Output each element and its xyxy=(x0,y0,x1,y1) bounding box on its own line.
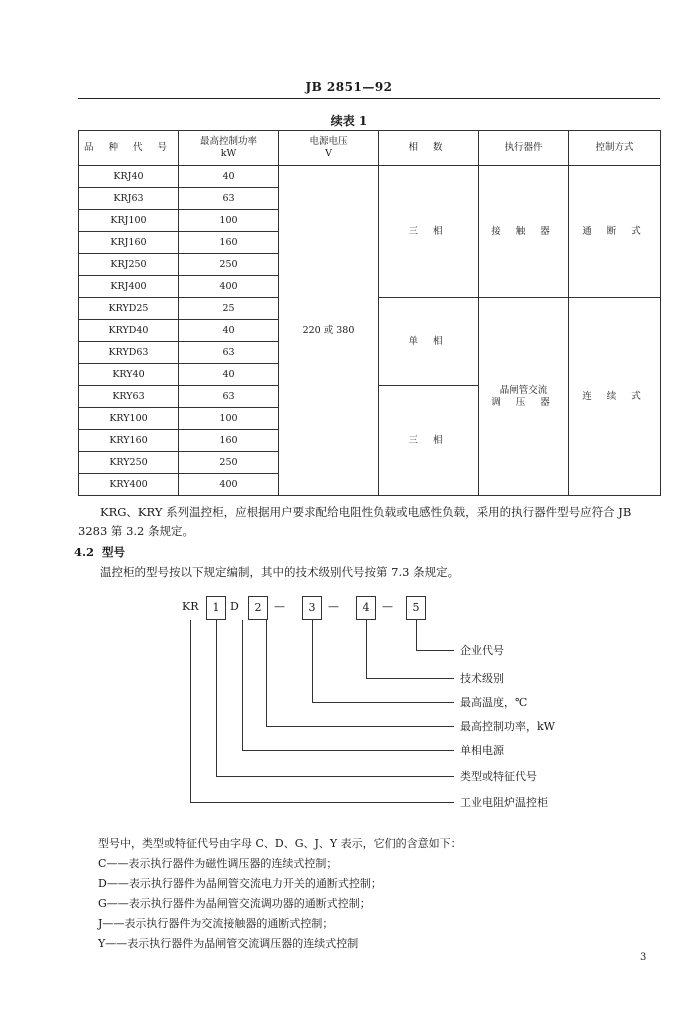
leader-h-2 xyxy=(266,726,454,727)
cell-model: KRY100 xyxy=(79,408,179,430)
leader-v-2 xyxy=(266,620,267,726)
note-paragraph: KRG、KRY 系列温控柜，应根据用户要求配给电阻性负载或电感性负载，采用的执行器件型号应符合 JB 3283 第 3.2 条规定。 xyxy=(78,505,632,538)
cell-model: KRJ63 xyxy=(79,188,179,210)
label-enterprise: 企业代号 xyxy=(460,644,504,657)
cell-power: 25 xyxy=(179,298,279,320)
leader-h-1 xyxy=(216,776,454,777)
cell-model: KRJ250 xyxy=(79,254,179,276)
section-title: 型号 xyxy=(102,545,126,559)
definitions-intro: 型号中，类型或特征代号由字母 C、D、G、J、Y 表示，它们的含意如下： xyxy=(98,837,462,850)
cell-model: KRY250 xyxy=(79,452,179,474)
cell-power: 160 xyxy=(179,430,279,452)
table-title: 续表 1 xyxy=(330,114,368,128)
code-dash-2: — xyxy=(328,600,339,613)
code-dash-1: — xyxy=(274,600,285,613)
cell-power: 40 xyxy=(179,320,279,342)
cell-power: 400 xyxy=(179,276,279,298)
cell-power: 63 xyxy=(179,188,279,210)
cell-model: KRY400 xyxy=(79,474,179,496)
code-dash-3: — xyxy=(382,600,393,613)
header-power: 最高控制功率 kW xyxy=(179,131,279,166)
cell-power: 250 xyxy=(179,254,279,276)
cell-power: 100 xyxy=(179,408,279,430)
cell-model: KRYD63 xyxy=(79,342,179,364)
code-box-4: 4 xyxy=(356,596,376,620)
code-box-3: 3 xyxy=(302,596,322,620)
leader-v-prefix xyxy=(190,620,191,802)
cell-power: 63 xyxy=(179,342,279,364)
code-box-5: 5 xyxy=(406,596,426,620)
cell-model: KRY63 xyxy=(79,386,179,408)
leader-h-d xyxy=(242,750,454,751)
leader-v-4 xyxy=(366,620,367,678)
cell-power: 40 xyxy=(179,364,279,386)
definition-item: J——表示执行器件为交流接触器的通断式控制； xyxy=(98,917,334,930)
label-tech-level: 技术级别 xyxy=(460,672,504,685)
leader-h-4 xyxy=(366,678,454,679)
leader-h-3 xyxy=(312,702,454,703)
cell-power: 250 xyxy=(179,452,279,474)
cell-model: KRY160 xyxy=(79,430,179,452)
cell-model: KRJ100 xyxy=(79,210,179,232)
leader-h-prefix xyxy=(190,802,454,803)
table-header-row xyxy=(79,131,661,166)
cell-power: 63 xyxy=(179,386,279,408)
section-heading xyxy=(74,544,125,560)
label-max-temp: 最高温度，℃ xyxy=(460,696,528,709)
cell-actuator-contactor: 接 触 器 xyxy=(479,166,569,298)
cell-model: KRJ40 xyxy=(79,166,179,188)
header-control: 控制方式 xyxy=(569,131,661,166)
standard-code: JB 2851—92 xyxy=(305,80,393,94)
leader-v-5 xyxy=(416,620,417,650)
cell-power: 100 xyxy=(179,210,279,232)
cell-voltage: 220 或 380 xyxy=(279,166,379,496)
leader-v-3 xyxy=(312,620,313,702)
label-single-phase: 单相电源 xyxy=(460,744,504,757)
label-type-code: 类型或特征代号 xyxy=(460,770,537,783)
header-actuator: 执行器件 xyxy=(479,131,569,166)
label-max-power: 最高控制功率，kW xyxy=(460,720,555,733)
code-letter-d: D xyxy=(230,600,239,613)
cell-control-continuous: 连 续 式 xyxy=(569,298,661,496)
section-intro: 温控柜的型号按以下规定编制，其中的技术级别代号按第 7.3 条规定。 xyxy=(100,565,460,579)
leader-h-5 xyxy=(416,650,454,651)
cell-phase-three-a: 三 相 xyxy=(379,166,479,298)
code-box-1: 1 xyxy=(206,596,226,620)
cell-phase-single: 单 相 xyxy=(379,298,479,386)
definition-item: Y——表示执行器件为晶闸管交流调压器的连续式控制 xyxy=(98,937,359,950)
label-cabinet: 工业电阻炉温控柜 xyxy=(460,796,548,809)
cell-power: 160 xyxy=(179,232,279,254)
header-rule xyxy=(78,98,660,99)
code-box-2: 2 xyxy=(248,596,268,620)
table-row xyxy=(79,166,661,188)
page-number: 3 xyxy=(640,952,647,963)
definition-item: C——表示执行器件为磁性调压器的连续式控制； xyxy=(98,857,338,870)
cell-actuator-thyristor: 晶闸管交流 调 压 器 xyxy=(479,298,569,496)
cell-model: KRJ400 xyxy=(79,276,179,298)
cell-phase-three-b: 三 相 xyxy=(379,386,479,496)
cell-control-onoff: 通 断 式 xyxy=(569,166,661,298)
code-prefix: KR xyxy=(182,600,199,613)
cell-model: KRJ160 xyxy=(79,232,179,254)
cell-power: 400 xyxy=(179,474,279,496)
cell-model: KRYD25 xyxy=(79,298,179,320)
cell-power: 40 xyxy=(179,166,279,188)
spec-table xyxy=(78,130,661,496)
definition-item: D——表示执行器件为晶闸管交流电力开关的通断式控制； xyxy=(98,877,382,890)
section-number: 4.2 xyxy=(74,545,95,559)
cell-model: KRYD40 xyxy=(79,320,179,342)
header-phase: 相 数 xyxy=(379,131,479,166)
cell-model: KRY40 xyxy=(79,364,179,386)
definition-item: G——表示执行器件为晶闸管交流调功器的通断式控制； xyxy=(98,897,371,910)
leader-v-1 xyxy=(216,620,217,776)
header-model: 品 种 代 号 xyxy=(79,131,179,166)
leader-v-d xyxy=(242,620,243,750)
header-voltage: 电源电压 V xyxy=(279,131,379,166)
